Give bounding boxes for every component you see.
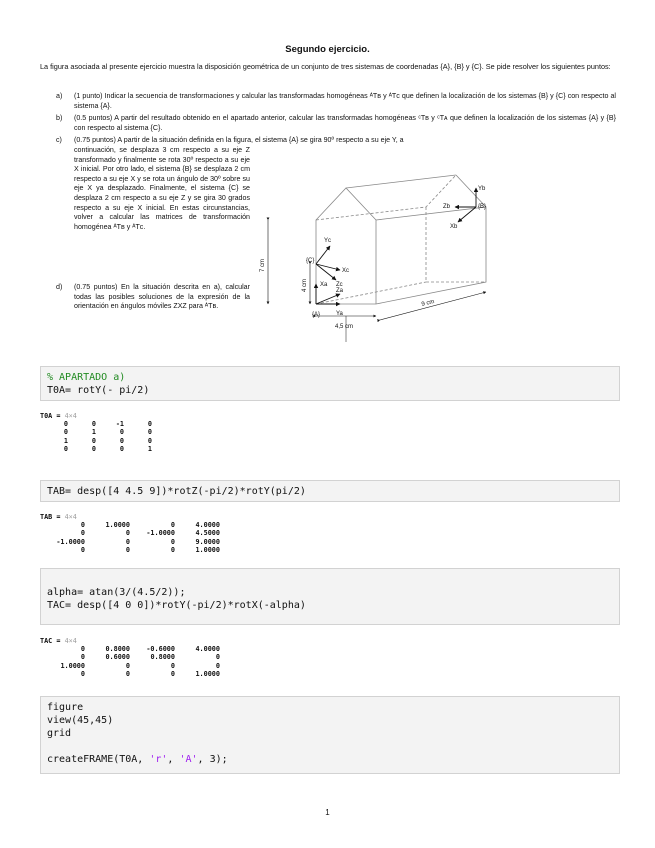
code-line bbox=[47, 714, 613, 727]
code-line bbox=[47, 599, 613, 612]
matrix-cell: 9.0000 bbox=[195, 537, 220, 546]
axis-xb-label: Xb bbox=[450, 224, 458, 230]
matrix-cell: 0 bbox=[80, 669, 85, 678]
page-title: Segundo ejercicio. bbox=[285, 44, 370, 55]
matrix-header bbox=[40, 412, 620, 420]
matrix-cell: 0 bbox=[63, 444, 68, 453]
matrix-cell: 0 bbox=[147, 428, 152, 437]
matrix-cell: 0 bbox=[147, 436, 152, 445]
code-line bbox=[47, 740, 613, 753]
matrix-cell: 0 bbox=[119, 444, 124, 453]
item-label: d) bbox=[56, 283, 63, 291]
matrix-header bbox=[40, 513, 620, 521]
matrix-cell: 0 bbox=[91, 420, 96, 429]
code-line bbox=[47, 586, 613, 599]
list-item-c-continued bbox=[74, 146, 250, 232]
code-token: , 3); bbox=[197, 754, 228, 765]
code-line bbox=[47, 727, 613, 740]
variable-name: TAC = bbox=[40, 637, 65, 645]
matrix-size: 4×4 bbox=[64, 513, 77, 521]
code-block bbox=[40, 696, 620, 774]
code-token: T0A= rotY(- pi/2) bbox=[47, 385, 150, 396]
code-line bbox=[47, 701, 613, 714]
matrix-cell: 0 bbox=[125, 529, 130, 538]
matrix-cell: 0 bbox=[170, 661, 175, 670]
matrix-cell: 0 bbox=[80, 529, 85, 538]
matrix-cell: 0 bbox=[125, 661, 130, 670]
dimension-lines bbox=[268, 220, 486, 342]
code-block bbox=[40, 568, 620, 625]
axis-xa-label: Xa bbox=[320, 282, 328, 288]
code-comment: % APARTADO a) bbox=[47, 372, 126, 383]
matrix-output bbox=[40, 412, 620, 453]
item-text-rest: continuación, se desplaza 3 cm respecto a su eje Z transformado y finalmente se rota 30º respecto a su eje X inicial. Por otro lado, el sistema {B} se desplaza 2 cm respecto a su eje X y se rota un ángulo de 30º sobre su eje X ya desplazado. Finalmente, el sistema {C} se desplaza 2 cm respecto a su eje Z y se gira 30 grados respecto a su eje X inicial. En estas circunstancias, volver a calcular las matrices de transformación homogénea ᴬTʙ y ᴬTᴄ. bbox=[74, 146, 250, 231]
matrix-cell: 1 bbox=[63, 436, 68, 445]
matrix-size: 4×4 bbox=[64, 637, 77, 645]
matrix-cell: 4.0000 bbox=[195, 645, 220, 654]
code-token: alpha= atan(3/(4.5/2)); bbox=[47, 587, 186, 598]
matrix-cell: 4.5000 bbox=[195, 529, 220, 538]
code-line bbox=[47, 485, 613, 498]
code-string: 'A' bbox=[179, 754, 198, 765]
matrix-cell: 0 bbox=[63, 420, 68, 429]
matrix-cell: 0 bbox=[119, 428, 124, 437]
matrix-cell: 1 bbox=[147, 444, 152, 453]
matrix-row bbox=[40, 538, 620, 546]
code-string: 'r' bbox=[149, 754, 168, 765]
frame-a-label: {A} bbox=[312, 312, 321, 318]
matrix-cell: 1.0000 bbox=[60, 661, 85, 670]
matrix-size: 4×4 bbox=[64, 412, 77, 420]
axis-yb-label: Yb bbox=[478, 186, 486, 192]
matrix-cell: 0 bbox=[80, 653, 85, 662]
matrix-cell: 0 bbox=[170, 537, 175, 546]
code-token: TAC= desp([4 0 0])*rotY(-pi/2)*rotX(-alpha) bbox=[47, 600, 306, 611]
matrix-cell: 1.0000 bbox=[195, 545, 220, 554]
matrix-cell: 0.8000 bbox=[105, 645, 130, 654]
code-block bbox=[40, 366, 620, 401]
matrix-cell: 0 bbox=[215, 661, 220, 670]
code-token: figure bbox=[47, 702, 84, 713]
matrix-cell: -1 bbox=[115, 420, 124, 429]
matrix-cell: 1 bbox=[91, 428, 96, 437]
matrix-row bbox=[40, 529, 620, 537]
matrix-cell: 0 bbox=[170, 521, 175, 530]
item-label: c) bbox=[56, 136, 62, 144]
list-item-d bbox=[56, 283, 250, 312]
matrix-cell: 0 bbox=[147, 420, 152, 429]
matrix-row bbox=[40, 645, 620, 653]
matrix-cell: -0.6000 bbox=[146, 645, 175, 654]
matrix-cell: 0.6000 bbox=[105, 653, 130, 662]
matrix-header bbox=[40, 637, 620, 645]
list-item-a bbox=[56, 92, 616, 111]
matrix-cell: 0.8000 bbox=[150, 653, 175, 662]
code-line bbox=[47, 573, 613, 586]
axis-zb-label: Zb bbox=[443, 204, 451, 210]
variable-name: TAB = bbox=[40, 513, 65, 521]
matrix-cell: 0 bbox=[170, 545, 175, 554]
matrix-row bbox=[40, 662, 620, 670]
code-block bbox=[40, 480, 620, 502]
code-line bbox=[47, 753, 613, 766]
dim-4cm-label: 4 cm bbox=[302, 278, 308, 292]
list-item-c bbox=[56, 136, 616, 146]
code-token: , bbox=[167, 754, 180, 765]
frame-b-label: {B} bbox=[478, 204, 487, 210]
matrix-cell: -1.0000 bbox=[146, 529, 175, 538]
matrix-cell: 0 bbox=[125, 545, 130, 554]
matrix-cell: 0 bbox=[80, 521, 85, 530]
item-text: (1 punto) Indicar la secuencia de transformaciones y calcular las transformadas homogéneas ᴬTʙ y ᴬTᴄ que definen la localización de los sistemas {B} y {C} con respecto al sistema {A}. bbox=[74, 92, 616, 110]
intro-paragraph: La figura asociada al presente ejercicio muestra la disposición geométrica de un conjunto de tres sistemas de coordenadas {A}, {B} y {C}. Se pide resolver los siguientes puntos: bbox=[40, 62, 611, 71]
item-label: a) bbox=[56, 92, 63, 100]
matrix-cell: 0 bbox=[125, 537, 130, 546]
matrix-cell: 0 bbox=[119, 436, 124, 445]
matrix-cell: 0 bbox=[91, 436, 96, 445]
matrix-cell: 4.0000 bbox=[195, 521, 220, 530]
variable-name: T0A = bbox=[40, 412, 65, 420]
axis-zc-label: Zc bbox=[336, 282, 343, 288]
code-line bbox=[47, 384, 613, 397]
axis-xc-label: Xc bbox=[342, 268, 350, 274]
frame-c-label: {C} bbox=[306, 258, 315, 264]
code-token: view(45,45) bbox=[47, 715, 114, 726]
matrix-row bbox=[40, 546, 620, 554]
matrix-cell: 0 bbox=[215, 653, 220, 662]
item-text-first: (0.75 puntos) A partir de la situación definida en la figura, el sistema {A} se gira 90º respecto a su eje Y, a bbox=[74, 136, 404, 144]
matrix-cell: 1.0000 bbox=[195, 669, 220, 678]
matrix-row bbox=[40, 437, 620, 445]
matrix-cell: 0 bbox=[170, 669, 175, 678]
item-text: (0.5 puntos) A partir del resultado obtenido en el apartado anterior, calcular las transformadas homogéneas ᶜTʙ y ᶜTᴀ que definen la localización de los sistemas {A} y {B} con respecto al sistema {C}. bbox=[74, 114, 616, 132]
axis-ya-label: Ya bbox=[336, 311, 343, 317]
matrix-cell: 0 bbox=[91, 444, 96, 453]
matrix-cell: 1.0000 bbox=[105, 521, 130, 530]
matrix-cell: 0 bbox=[125, 669, 130, 678]
matrix-output bbox=[40, 637, 620, 678]
frames-figure bbox=[250, 170, 510, 350]
matrix-cell: 0 bbox=[63, 428, 68, 437]
code-token: TAB= desp([4 4.5 9])*rotZ(-pi/2)*rotY(pi/2) bbox=[47, 486, 306, 497]
matrix-cell: 0 bbox=[80, 545, 85, 554]
code-token: createFRAME(T0A, bbox=[47, 754, 150, 765]
matrix-row bbox=[40, 428, 620, 436]
list-item-b bbox=[56, 114, 616, 133]
item-label: b) bbox=[56, 114, 63, 122]
matrix-row bbox=[40, 653, 620, 661]
code-line bbox=[47, 371, 613, 384]
dim-7cm-label: 7 cm bbox=[260, 258, 266, 272]
matrix-output bbox=[40, 513, 620, 554]
axis-za-label: Za bbox=[336, 288, 344, 294]
page-number: 1 bbox=[325, 808, 330, 817]
item-text: (0.75 puntos) En la situación descrita en a), calcular todas las posibles soluciones de la expresión de la orientación en ángulos móviles ZXZ para ᴬTʙ. bbox=[74, 283, 250, 311]
matrix-cell: 0 bbox=[80, 645, 85, 654]
matrix-cell: -1.0000 bbox=[56, 537, 85, 546]
matrix-row bbox=[40, 670, 620, 678]
code-token: grid bbox=[47, 728, 72, 739]
axis-yc-label: Yc bbox=[324, 238, 332, 244]
dim-9cm-label: 9 cm bbox=[421, 298, 436, 308]
matrix-row bbox=[40, 521, 620, 529]
dim-45cm-label: 4,5 cm bbox=[335, 324, 354, 330]
matrix-row bbox=[40, 420, 620, 428]
matrix-row bbox=[40, 445, 620, 453]
